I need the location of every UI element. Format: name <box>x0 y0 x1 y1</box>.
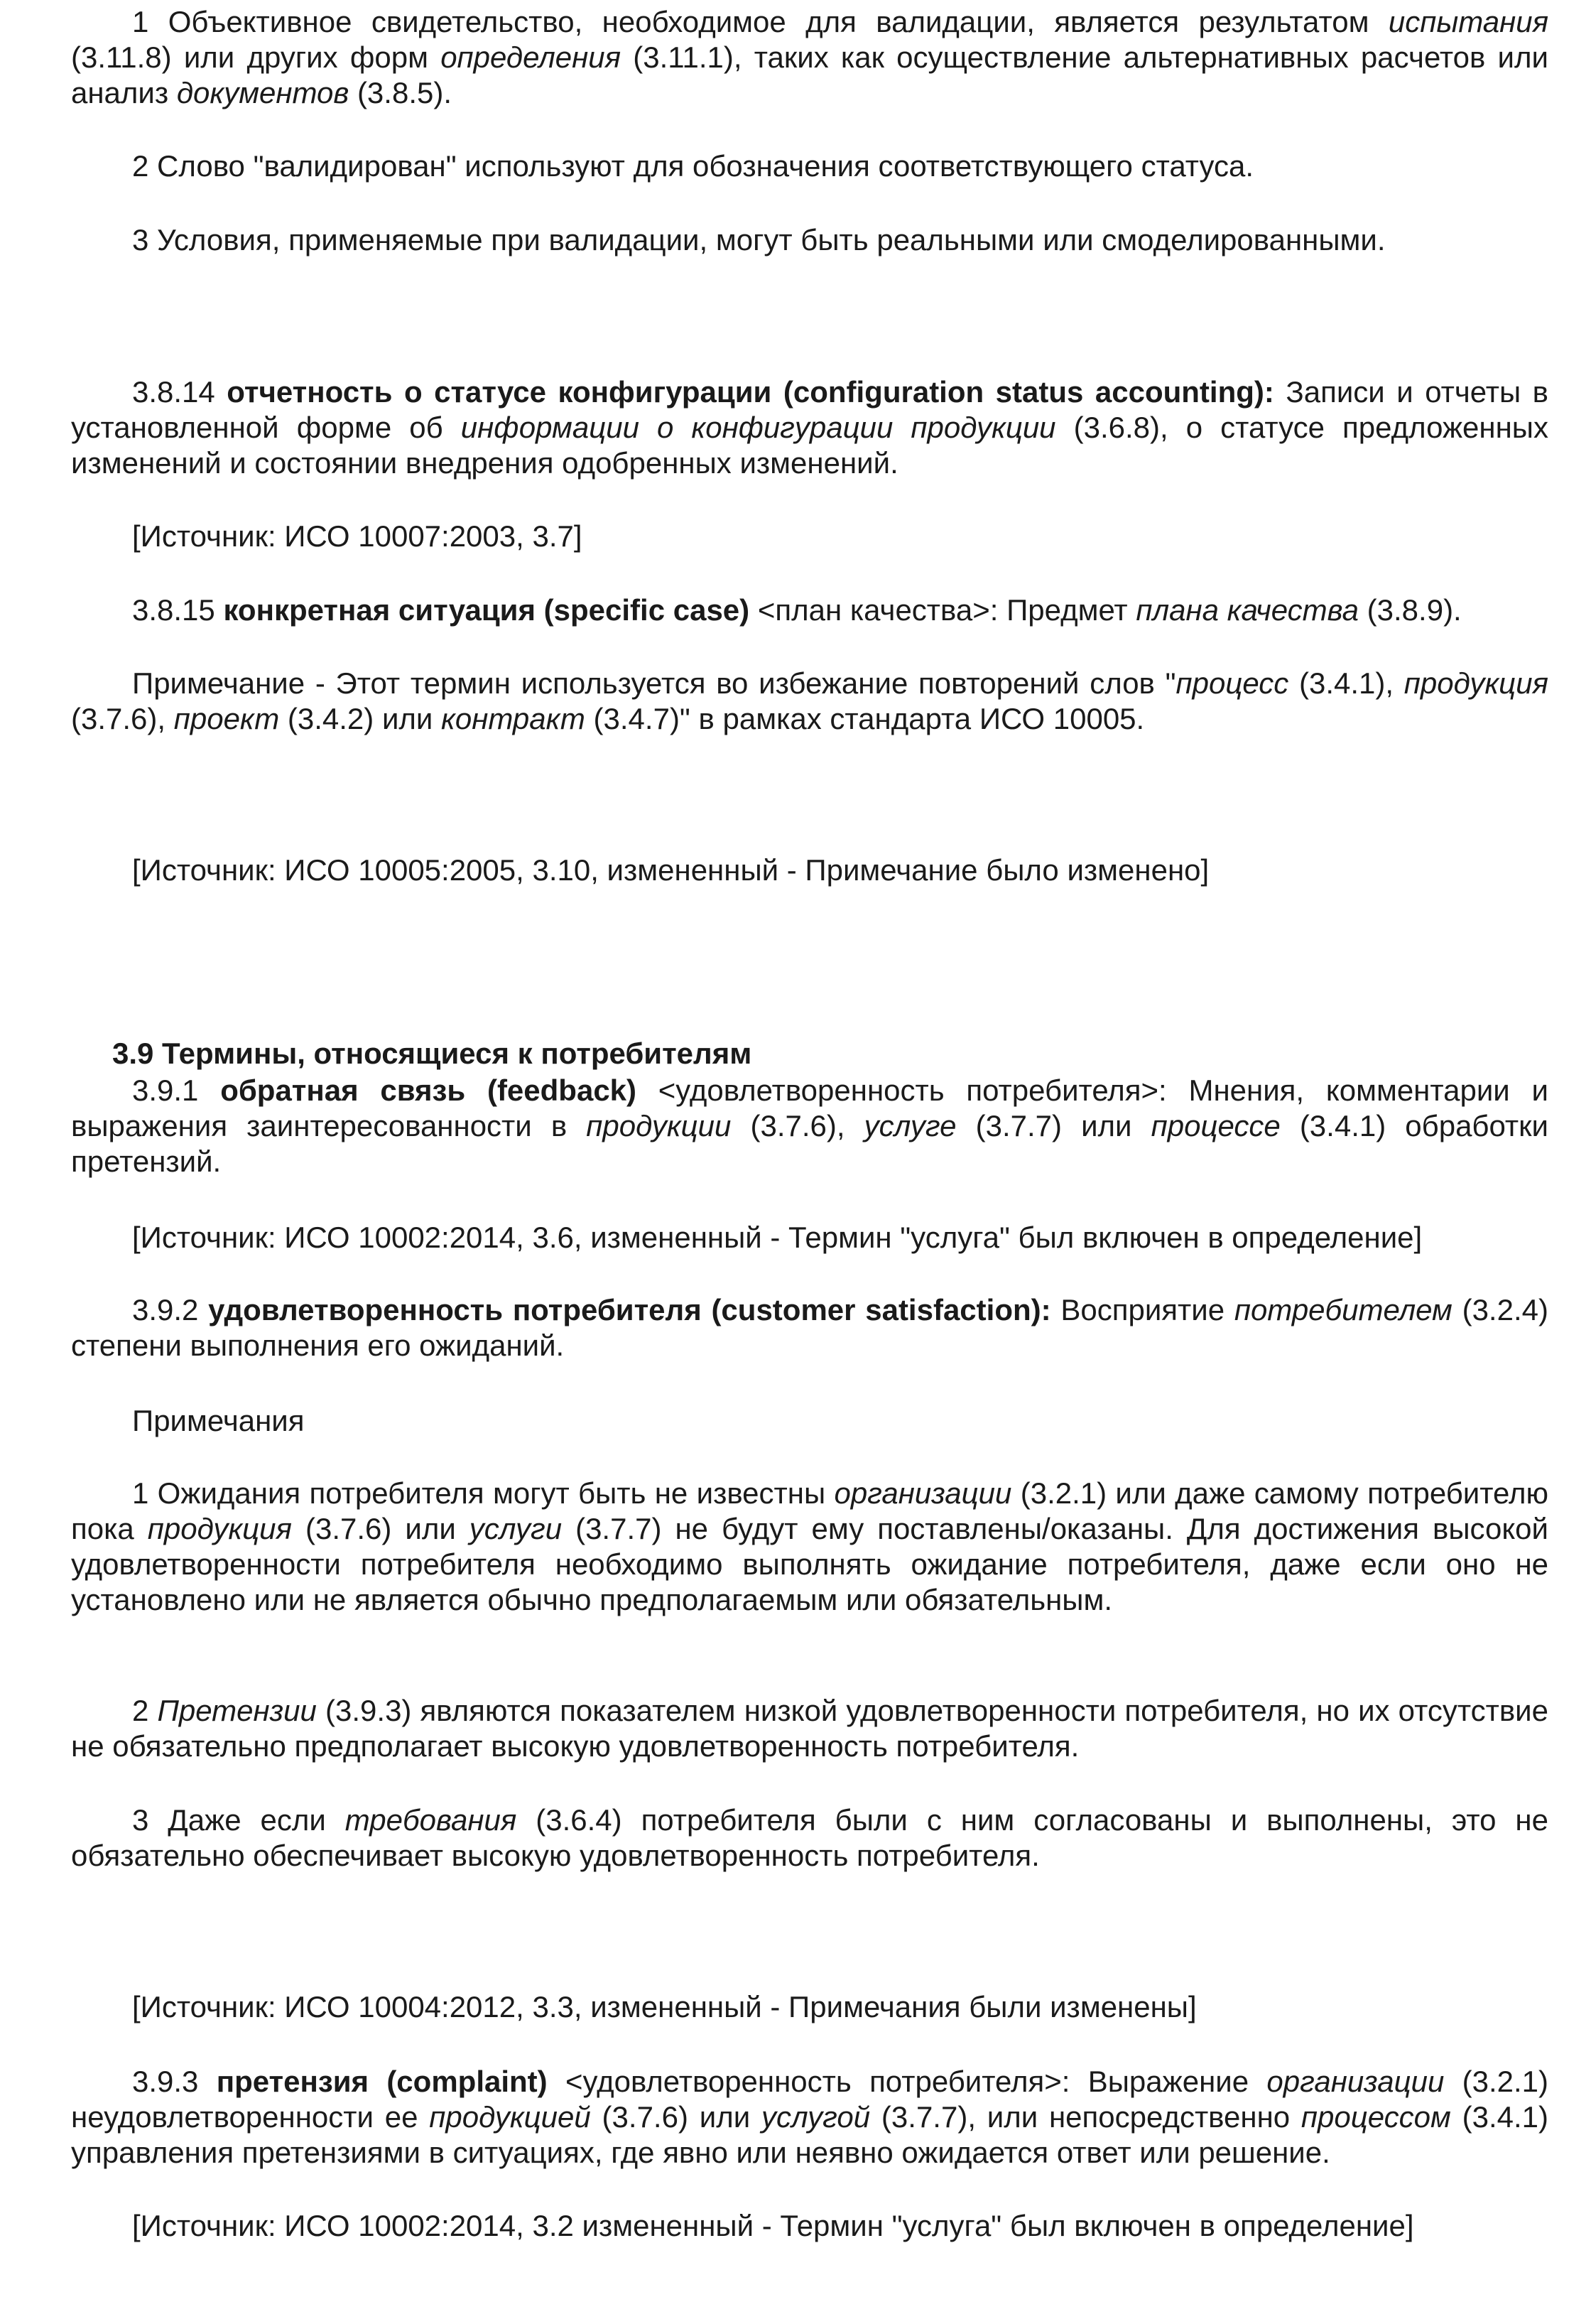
text-segment: услуге <box>864 1109 957 1142</box>
document-page <box>71 0 1548 2324</box>
text-segment: (3.7.6), <box>71 702 174 735</box>
text-segment: (3.4.1) управления претензиями в ситуациях, где явно или неявно ожидается ответ или решение. <box>71 2100 1548 2169</box>
text-segment: процессе <box>1151 1109 1281 1142</box>
text-segment: [Источник: ИСО 10007:2003, 3.7] <box>132 519 582 553</box>
text-segment: (3.8.5). <box>349 76 452 109</box>
note-3-9-2-1 <box>71 1476 1548 1618</box>
text-segment: 1 Ожидания потребителя могут быть не известны <box>132 1476 835 1510</box>
text-segment: (3.7.6), <box>731 1109 864 1142</box>
text-segment: (3.4.7)" в рамках стандарта ИСО 10005. <box>585 702 1145 735</box>
text-segment: услугой <box>761 2100 871 2134</box>
text-segment: требования <box>344 1803 517 1837</box>
text-segment: (3.7.7), или непосредственно <box>870 2100 1301 2134</box>
text-segment: (3.7.6) или <box>291 1512 469 1545</box>
text-segment: (3.2.1) неудовлетворенности ее <box>71 2065 1549 2134</box>
text-segment: процессом <box>1301 2100 1451 2134</box>
text-segment: 3.8.14 <box>132 375 227 409</box>
text-segment: Примечание - Этот термин используется во избежание повторений слов " <box>132 666 1176 700</box>
text-segment: (3.9.3) являются показателем низкой удовлетворенности потребителя, но их отсутствие не обязательно предполагает высокую удовлетворенность потребителя. <box>71 1694 1548 1763</box>
text-segment: процесс <box>1175 666 1289 700</box>
term-3-8-15 <box>71 593 1548 628</box>
note-validation-2 <box>71 148 1548 184</box>
text-segment: отчетность о статусе конфигурации (configuration status accounting): <box>227 375 1274 409</box>
text-segment: 3 Даже если <box>132 1803 345 1837</box>
text-segment: [Источник: ИСО 10004:2012, 3.3, измененный - Примечания были изменены] <box>132 1990 1197 2023</box>
text-segment: (3.11.8) или других форм <box>71 40 441 74</box>
source-3-8-14 <box>71 519 1548 554</box>
text-segment: (3.4.1) обработки претензий. <box>71 1109 1548 1178</box>
text-segment: Записи и отчеты в установленной форме об <box>71 375 1548 444</box>
text-segment: (3.6.8), о статусе предложенных изменений и состоянии внедрения одобренных изменений. <box>71 411 1548 480</box>
text-segment: (3.7.7) или <box>956 1109 1151 1142</box>
text-segment: (3.2.1) или даже самому потребителю пока <box>71 1476 1548 1545</box>
text-segment: (3.2.4) степени выполнения его ожиданий. <box>71 1293 1548 1362</box>
text-segment: конкретная ситуация (specific case) <box>223 593 750 627</box>
text-segment: услуги <box>469 1512 563 1545</box>
text-segment: 3.9 Термины, относящиеся к потребителям <box>112 1037 752 1070</box>
source-3-9-2 <box>71 1989 1548 2025</box>
note-3-9-2-3 <box>71 1803 1548 1874</box>
text-segment: определения <box>440 40 621 74</box>
text-segment: продукция <box>147 1512 292 1545</box>
text-segment: проект <box>173 702 280 735</box>
term-3-8-14 <box>71 374 1548 481</box>
text-segment: (3.7.7) не будут ему поставлены/оказаны. Для достижения высокой удовлетворенности потребителя необходимо выполнять ожидание потребителя, даже если оно не установлено или не является обычно предполагаемым или обязательным. <box>71 1512 1548 1616</box>
text-segment: 3.9.1 <box>132 1074 221 1107</box>
text-segment: (3.11.1), таких как осуществление альтернативных расчетов или анализ <box>71 40 1548 109</box>
note-3-9-2-2 <box>71 1693 1548 1764</box>
text-segment: Претензии <box>157 1694 317 1727</box>
text-segment: [Источник: ИСО 10002:2014, 3.2 измененный - Термин "услуга" был включен в определение] <box>132 2209 1414 2242</box>
text-segment: 3.8.15 <box>132 593 224 627</box>
source-3-9-1 <box>71 1220 1548 1255</box>
text-segment: 2 <box>132 1694 158 1727</box>
term-3-9-3 <box>71 2064 1548 2171</box>
text-segment: 3.9.2 <box>132 1293 209 1326</box>
text-segment: (3.8.9). <box>1359 593 1462 627</box>
section-3-9-heading <box>71 1036 1548 1071</box>
text-segment: <план качества>: Предмет <box>749 593 1136 627</box>
text-segment: продукции <box>586 1109 732 1142</box>
text-segment: обратная связь (feedback) <box>220 1074 637 1107</box>
text-segment: (3.6.4) потребителя были с ним согласованы и выполнены, это не обязательно обеспечивает высокую удовлетворенность потребителя. <box>71 1803 1548 1872</box>
text-segment: (3.4.2) или <box>279 702 442 735</box>
text-segment: [Источник: ИСО 10005:2005, 3.10, измененный - Примечание было изменено] <box>132 853 1210 887</box>
source-3-9-3 <box>71 2208 1548 2244</box>
text-segment: потребителем <box>1234 1293 1452 1326</box>
text-segment: удовлетворенность потребителя (customer satisfaction): <box>208 1293 1051 1326</box>
text-segment: организации <box>834 1476 1012 1510</box>
text-segment: Примечания <box>132 1404 305 1437</box>
note-3-8-15 <box>71 666 1548 737</box>
source-3-8-15 <box>71 853 1548 888</box>
text-segment: <удовлетворенность потребителя>: Выражение <box>547 2065 1267 2098</box>
text-segment: 3 Условия, применяемые при валидации, могут быть реальными или смоделированными. <box>132 223 1386 256</box>
text-segment: продукцией <box>429 2100 591 2134</box>
text-segment: (3.7.6) или <box>590 2100 761 2134</box>
text-segment: плана качества <box>1136 593 1359 627</box>
text-segment: 3.9.3 <box>132 2065 217 2098</box>
note-validation-3 <box>71 222 1548 258</box>
text-segment: контракт <box>441 702 585 735</box>
text-segment: 2 Слово "валидирован" используют для обозначения соответствующего статуса. <box>132 149 1254 183</box>
text-segment: 1 Объективное свидетельство, необходимое для валидации, является результатом <box>132 5 1389 38</box>
text-segment: претензия (complaint) <box>216 2065 548 2098</box>
text-segment: информации о конфигурации продукции <box>460 411 1056 444</box>
text-segment: испытания <box>1388 5 1548 38</box>
text-segment: документов <box>176 76 349 109</box>
text-segment: <удовлетворенность потребителя>: Мнения, комментарии и выражения заинтересованности в <box>71 1074 1548 1142</box>
text-segment: Восприятие <box>1050 1293 1234 1326</box>
text-segment: продукция <box>1403 666 1548 700</box>
notes-heading-3-9-2 <box>71 1403 1548 1439</box>
text-segment: [Источник: ИСО 10002:2014, 3.6, измененный - Термин "услуга" был включен в определение] <box>132 1221 1423 1254</box>
term-3-9-1 <box>71 1073 1548 1179</box>
term-3-9-2 <box>71 1292 1548 1363</box>
text-segment: организации <box>1266 2065 1445 2098</box>
text-segment: (3.4.1), <box>1288 666 1404 700</box>
note-validation-1 <box>71 4 1548 111</box>
